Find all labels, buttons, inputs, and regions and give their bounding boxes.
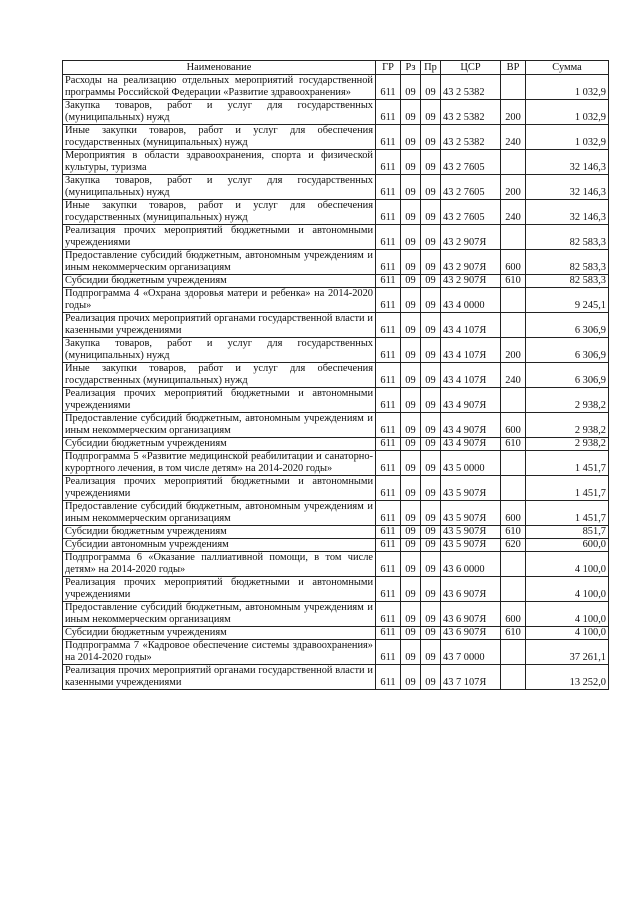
cell-pr: 09 <box>421 627 441 640</box>
cell-vr: 600 <box>501 413 526 438</box>
cell-pr: 09 <box>421 100 441 125</box>
cell-csr: 43 7 107Я <box>441 665 501 690</box>
cell-vr <box>501 665 526 690</box>
table-body <box>63 75 609 690</box>
cell-rz: 09 <box>401 100 421 125</box>
cell-gr: 611 <box>376 75 401 100</box>
cell-sum: 4 100,0 <box>526 577 609 602</box>
header-row <box>63 61 609 75</box>
cell-csr: 43 4 907Я <box>441 388 501 413</box>
cell-rz: 09 <box>401 150 421 175</box>
document-page <box>62 60 608 690</box>
cell-gr: 611 <box>376 125 401 150</box>
cell-rz: 09 <box>401 438 421 451</box>
table-row <box>63 275 609 288</box>
table-row <box>63 200 609 225</box>
cell-pr: 09 <box>421 451 441 476</box>
header-sum: Сумма <box>526 61 609 75</box>
table-row <box>63 363 609 388</box>
cell-rz: 09 <box>401 602 421 627</box>
cell-sum: 2 938,2 <box>526 438 609 451</box>
cell-name: Мероприятия в области здравоохранения, спорта и физической культуры, туризма <box>63 150 376 175</box>
cell-name: Реализация прочих мероприятий бюджетными и автономными учреждениями <box>63 476 376 501</box>
table-row <box>63 539 609 552</box>
cell-csr: 43 5 0000 <box>441 451 501 476</box>
cell-name: Предоставление субсидий бюджетным, автономным учреждениям и иным некоммерческим организациям <box>63 250 376 275</box>
cell-pr: 09 <box>421 200 441 225</box>
cell-sum: 851,7 <box>526 526 609 539</box>
cell-pr: 09 <box>421 125 441 150</box>
cell-csr: 43 4 107Я <box>441 338 501 363</box>
table-row <box>63 225 609 250</box>
cell-name: Реализация прочих мероприятий бюджетными и автономными учреждениями <box>63 388 376 413</box>
cell-sum: 82 583,3 <box>526 250 609 275</box>
cell-gr: 611 <box>376 640 401 665</box>
cell-rz: 09 <box>401 288 421 313</box>
cell-sum: 4 100,0 <box>526 627 609 640</box>
cell-rz: 09 <box>401 526 421 539</box>
cell-sum: 1 451,7 <box>526 501 609 526</box>
cell-gr: 611 <box>376 288 401 313</box>
cell-vr: 610 <box>501 526 526 539</box>
table-row <box>63 150 609 175</box>
cell-rz: 09 <box>401 388 421 413</box>
cell-csr: 43 6 907Я <box>441 602 501 627</box>
cell-vr: 610 <box>501 438 526 451</box>
table-row <box>63 338 609 363</box>
cell-name: Расходы на реализацию отдельных мероприятий государственной программы Российской Федерации «Развитие здравоохранения» <box>63 75 376 100</box>
cell-rz: 09 <box>401 225 421 250</box>
table-row <box>63 526 609 539</box>
table-row <box>63 501 609 526</box>
cell-pr: 09 <box>421 338 441 363</box>
cell-vr: 240 <box>501 363 526 388</box>
cell-gr: 611 <box>376 665 401 690</box>
cell-gr: 611 <box>376 476 401 501</box>
cell-vr: 610 <box>501 627 526 640</box>
cell-csr: 43 2 907Я <box>441 225 501 250</box>
cell-rz: 09 <box>401 539 421 552</box>
cell-rz: 09 <box>401 175 421 200</box>
cell-rz: 09 <box>401 363 421 388</box>
table-row <box>63 451 609 476</box>
cell-gr: 611 <box>376 388 401 413</box>
cell-vr: 240 <box>501 125 526 150</box>
cell-csr: 43 4 107Я <box>441 313 501 338</box>
cell-pr: 09 <box>421 150 441 175</box>
cell-vr <box>501 313 526 338</box>
cell-pr: 09 <box>421 313 441 338</box>
cell-pr: 09 <box>421 288 441 313</box>
cell-name: Иные закупки товаров, работ и услуг для обеспечения государственных (муниципальных) нужд <box>63 363 376 388</box>
header-vr: ВР <box>501 61 526 75</box>
cell-gr: 611 <box>376 313 401 338</box>
cell-sum: 4 100,0 <box>526 602 609 627</box>
cell-sum: 2 938,2 <box>526 388 609 413</box>
cell-name: Закупка товаров, работ и услуг для государственных (муниципальных) нужд <box>63 100 376 125</box>
cell-name: Реализация прочих мероприятий бюджетными и автономными учреждениями <box>63 225 376 250</box>
budget-table <box>62 60 609 690</box>
cell-sum: 9 245,1 <box>526 288 609 313</box>
cell-name: Предоставление субсидий бюджетным, автономным учреждениям и иным некоммерческим организациям <box>63 602 376 627</box>
cell-name: Иные закупки товаров, работ и услуг для обеспечения государственных (муниципальных) нужд <box>63 200 376 225</box>
cell-pr: 09 <box>421 413 441 438</box>
cell-vr <box>501 75 526 100</box>
cell-vr <box>501 451 526 476</box>
cell-pr: 09 <box>421 552 441 577</box>
cell-pr: 09 <box>421 75 441 100</box>
cell-name: Субсидии автономным учреждениям <box>63 539 376 552</box>
cell-vr: 600 <box>501 501 526 526</box>
cell-vr: 200 <box>501 100 526 125</box>
cell-gr: 611 <box>376 225 401 250</box>
cell-vr: 200 <box>501 338 526 363</box>
cell-vr: 240 <box>501 200 526 225</box>
cell-vr: 600 <box>501 250 526 275</box>
cell-sum: 32 146,3 <box>526 150 609 175</box>
cell-vr <box>501 476 526 501</box>
cell-name: Субсидии бюджетным учреждениям <box>63 275 376 288</box>
cell-sum: 32 146,3 <box>526 200 609 225</box>
cell-name: Реализация прочих мероприятий органами государственной власти и казенными учреждениями <box>63 313 376 338</box>
cell-sum: 6 306,9 <box>526 313 609 338</box>
table-row <box>63 250 609 275</box>
cell-pr: 09 <box>421 225 441 250</box>
header-name: Наименование <box>63 61 376 75</box>
cell-csr: 43 2 907Я <box>441 275 501 288</box>
table-row <box>63 552 609 577</box>
cell-name: Иные закупки товаров, работ и услуг для обеспечения государственных (муниципальных) нужд <box>63 125 376 150</box>
cell-name: Субсидии бюджетным учреждениям <box>63 438 376 451</box>
table-row <box>63 627 609 640</box>
cell-sum: 4 100,0 <box>526 552 609 577</box>
table-row <box>63 313 609 338</box>
cell-csr: 43 4 907Я <box>441 413 501 438</box>
cell-vr <box>501 150 526 175</box>
table-row <box>63 640 609 665</box>
cell-sum: 6 306,9 <box>526 363 609 388</box>
cell-name: Закупка товаров, работ и услуг для государственных (муниципальных) нужд <box>63 175 376 200</box>
cell-rz: 09 <box>401 665 421 690</box>
cell-pr: 09 <box>421 577 441 602</box>
cell-pr: 09 <box>421 275 441 288</box>
cell-rz: 09 <box>401 275 421 288</box>
cell-vr <box>501 552 526 577</box>
cell-csr: 43 2 5382 <box>441 100 501 125</box>
cell-vr: 610 <box>501 275 526 288</box>
cell-name: Закупка товаров, работ и услуг для государственных (муниципальных) нужд <box>63 338 376 363</box>
cell-gr: 611 <box>376 501 401 526</box>
cell-vr <box>501 225 526 250</box>
cell-gr: 611 <box>376 552 401 577</box>
cell-pr: 09 <box>421 539 441 552</box>
cell-name: Подпрограмма 6 «Оказание паллиативной помощи, в том числе детям» на 2014-2020 годы» <box>63 552 376 577</box>
cell-gr: 611 <box>376 438 401 451</box>
cell-rz: 09 <box>401 200 421 225</box>
cell-vr <box>501 577 526 602</box>
cell-pr: 09 <box>421 388 441 413</box>
cell-rz: 09 <box>401 640 421 665</box>
cell-gr: 611 <box>376 539 401 552</box>
cell-csr: 43 4 107Я <box>441 363 501 388</box>
cell-sum: 1 032,9 <box>526 75 609 100</box>
cell-pr: 09 <box>421 250 441 275</box>
cell-sum: 1 451,7 <box>526 476 609 501</box>
cell-vr: 200 <box>501 175 526 200</box>
cell-pr: 09 <box>421 640 441 665</box>
cell-name: Подпрограмма 4 «Охрана здоровья матери и ребенка» на 2014-2020 годы» <box>63 288 376 313</box>
cell-rz: 09 <box>401 577 421 602</box>
table-row <box>63 476 609 501</box>
cell-name: Подпрограмма 7 «Кадровое обеспечение системы здравоохранения» на 2014-2020 годы» <box>63 640 376 665</box>
cell-rz: 09 <box>401 476 421 501</box>
cell-pr: 09 <box>421 438 441 451</box>
header-gr: ГР <box>376 61 401 75</box>
cell-gr: 611 <box>376 150 401 175</box>
cell-csr: 43 5 907Я <box>441 539 501 552</box>
cell-vr <box>501 288 526 313</box>
cell-pr: 09 <box>421 476 441 501</box>
cell-sum: 13 252,0 <box>526 665 609 690</box>
cell-gr: 611 <box>376 363 401 388</box>
cell-vr: 600 <box>501 602 526 627</box>
cell-rz: 09 <box>401 125 421 150</box>
table-row <box>63 288 609 313</box>
cell-sum: 2 938,2 <box>526 413 609 438</box>
cell-gr: 611 <box>376 250 401 275</box>
cell-csr: 43 7 0000 <box>441 640 501 665</box>
cell-vr <box>501 388 526 413</box>
cell-sum: 6 306,9 <box>526 338 609 363</box>
cell-sum: 600,0 <box>526 539 609 552</box>
cell-gr: 611 <box>376 627 401 640</box>
cell-pr: 09 <box>421 602 441 627</box>
cell-csr: 43 2 907Я <box>441 250 501 275</box>
cell-csr: 43 6 0000 <box>441 552 501 577</box>
cell-rz: 09 <box>401 552 421 577</box>
cell-gr: 611 <box>376 451 401 476</box>
cell-gr: 611 <box>376 526 401 539</box>
header-pr: Пр <box>421 61 441 75</box>
cell-gr: 611 <box>376 175 401 200</box>
cell-name: Подпрограмма 5 «Развитие медицинской реабилитации и санаторно-курортного лечения, в том числе детям» на 2014-2020 годы» <box>63 451 376 476</box>
cell-rz: 09 <box>401 250 421 275</box>
cell-pr: 09 <box>421 526 441 539</box>
cell-csr: 43 5 907Я <box>441 501 501 526</box>
cell-csr: 43 2 7605 <box>441 150 501 175</box>
cell-gr: 611 <box>376 200 401 225</box>
header-csr: ЦСР <box>441 61 501 75</box>
table-row <box>63 665 609 690</box>
cell-sum: 32 146,3 <box>526 175 609 200</box>
table-row <box>63 75 609 100</box>
cell-pr: 09 <box>421 665 441 690</box>
table-row <box>63 388 609 413</box>
table-row <box>63 125 609 150</box>
cell-pr: 09 <box>421 501 441 526</box>
table-row <box>63 100 609 125</box>
cell-name: Реализация прочих мероприятий органами государственной власти и казенными учреждениями <box>63 665 376 690</box>
cell-sum: 82 583,3 <box>526 275 609 288</box>
cell-gr: 611 <box>376 577 401 602</box>
cell-name: Предоставление субсидий бюджетным, автономным учреждениям и иным некоммерческим организациям <box>63 413 376 438</box>
cell-rz: 09 <box>401 627 421 640</box>
table-row <box>63 577 609 602</box>
cell-sum: 82 583,3 <box>526 225 609 250</box>
header-rz: Рз <box>401 61 421 75</box>
table-header <box>63 61 609 75</box>
cell-pr: 09 <box>421 175 441 200</box>
cell-gr: 611 <box>376 275 401 288</box>
cell-csr: 43 2 7605 <box>441 175 501 200</box>
cell-gr: 611 <box>376 602 401 627</box>
cell-gr: 611 <box>376 338 401 363</box>
cell-rz: 09 <box>401 338 421 363</box>
cell-csr: 43 6 907Я <box>441 627 501 640</box>
cell-name: Предоставление субсидий бюджетным, автономным учреждениям и иным некоммерческим организациям <box>63 501 376 526</box>
cell-csr: 43 5 907Я <box>441 526 501 539</box>
cell-vr: 620 <box>501 539 526 552</box>
cell-sum: 37 261,1 <box>526 640 609 665</box>
cell-csr: 43 4 907Я <box>441 438 501 451</box>
cell-name: Субсидии бюджетным учреждениям <box>63 526 376 539</box>
cell-csr: 43 2 7605 <box>441 200 501 225</box>
cell-rz: 09 <box>401 413 421 438</box>
cell-csr: 43 5 907Я <box>441 476 501 501</box>
cell-rz: 09 <box>401 75 421 100</box>
cell-sum: 1 032,9 <box>526 100 609 125</box>
cell-gr: 611 <box>376 413 401 438</box>
cell-pr: 09 <box>421 363 441 388</box>
table-row <box>63 175 609 200</box>
cell-sum: 1 032,9 <box>526 125 609 150</box>
cell-rz: 09 <box>401 501 421 526</box>
cell-csr: 43 6 907Я <box>441 577 501 602</box>
table-row <box>63 602 609 627</box>
cell-vr <box>501 640 526 665</box>
cell-csr: 43 4 0000 <box>441 288 501 313</box>
cell-name: Реализация прочих мероприятий бюджетными и автономными учреждениями <box>63 577 376 602</box>
table-row <box>63 413 609 438</box>
cell-sum: 1 451,7 <box>526 451 609 476</box>
cell-name: Субсидии бюджетным учреждениям <box>63 627 376 640</box>
cell-csr: 43 2 5382 <box>441 125 501 150</box>
cell-rz: 09 <box>401 451 421 476</box>
cell-rz: 09 <box>401 313 421 338</box>
table-row <box>63 438 609 451</box>
cell-csr: 43 2 5382 <box>441 75 501 100</box>
cell-gr: 611 <box>376 100 401 125</box>
